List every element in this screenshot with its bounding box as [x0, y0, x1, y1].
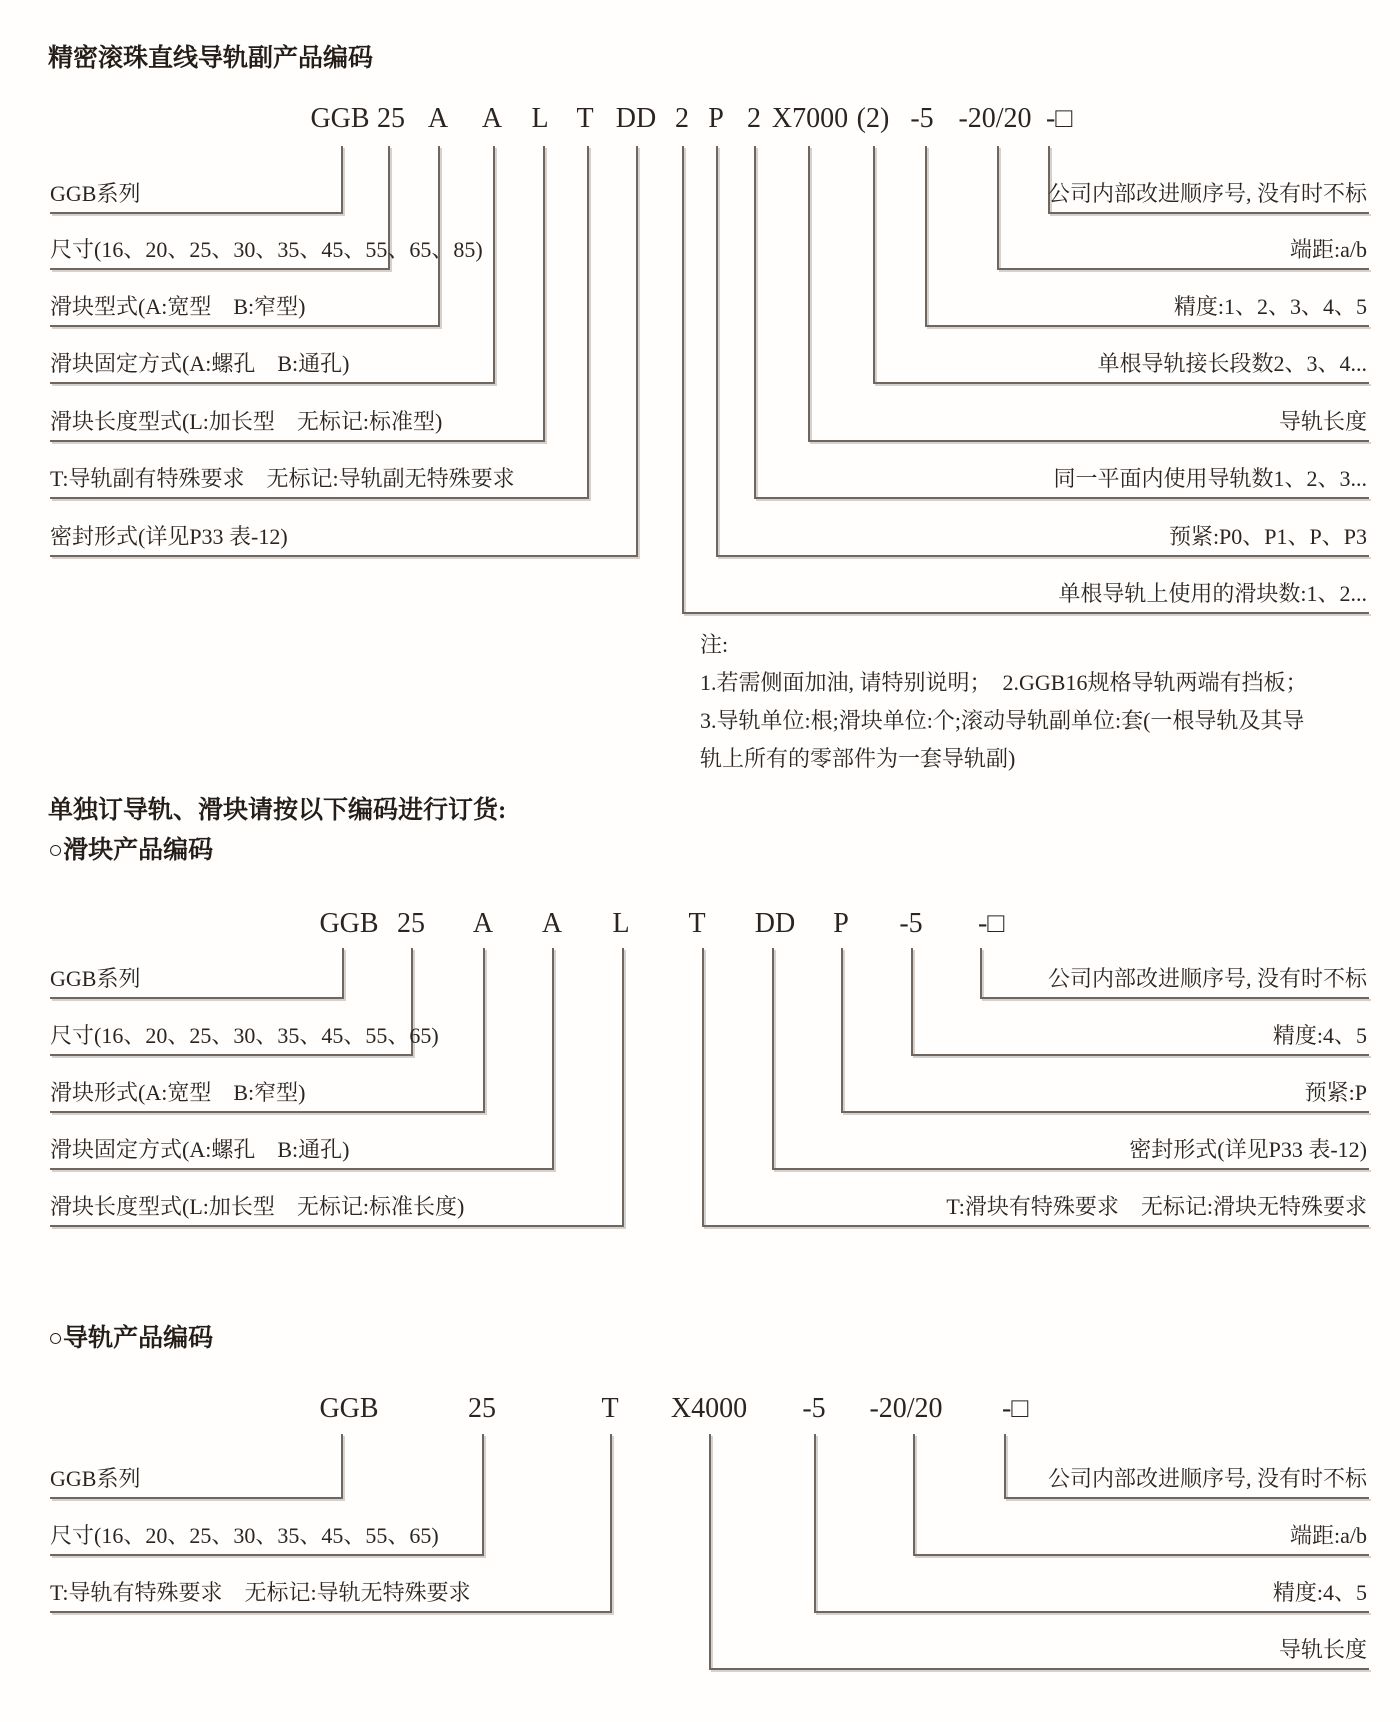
section-heading-order: 单独订导轨、滑块请按以下编码进行订货:: [48, 797, 507, 824]
connector-vline: [911, 948, 913, 1054]
connector-vline: [709, 1434, 711, 1668]
connector-rung: [1048, 212, 1369, 214]
notes-heading: 注:: [700, 632, 729, 657]
connector-rung: [50, 325, 440, 327]
code-token-box: -□: [978, 908, 1005, 939]
code-token: -5: [910, 103, 934, 134]
field-label: T:滑块有特殊要求 无标记:滑块无特殊要求: [946, 1194, 1367, 1219]
code-token: T: [576, 103, 594, 134]
connector-rung: [913, 1554, 1369, 1556]
code-token: P: [708, 103, 724, 134]
connector-vline: [808, 146, 810, 440]
connector-vline: [925, 146, 927, 325]
field-label: 端距:a/b: [1290, 1523, 1367, 1548]
code-token-box: -□: [1002, 1393, 1029, 1424]
connector-vline: [622, 948, 624, 1225]
connector-vline: [980, 948, 982, 997]
field-label: 预紧:P: [1304, 1080, 1367, 1105]
code-token: -20/20: [869, 1393, 943, 1424]
connector-rung: [50, 555, 638, 557]
code-token: A: [472, 908, 494, 939]
connector-rung: [716, 555, 1369, 557]
connector-rung: [709, 1668, 1369, 1670]
field-label: 精度:4、5: [1272, 1580, 1367, 1605]
code-token: 25: [468, 1393, 496, 1424]
field-label: 单根导轨上使用的滑块数:1、2...: [1058, 581, 1367, 606]
connector-rung: [50, 1497, 343, 1499]
code-token: 25: [397, 908, 425, 939]
field-label: 密封形式(详见P33 表-12): [50, 524, 288, 549]
code-token: -5: [802, 1393, 826, 1424]
connector-rung: [772, 1168, 1369, 1170]
field-label: GGB系列: [50, 966, 141, 991]
code-token: 2: [675, 103, 689, 134]
code-token: GGB: [319, 1393, 379, 1424]
field-label: 单根导轨接长段数2、3、4...: [1097, 351, 1367, 376]
connector-rung: [873, 382, 1369, 384]
code-token: -5: [899, 908, 923, 939]
connector-vline: [997, 146, 999, 268]
code-token: X4000: [670, 1393, 748, 1424]
connector-rung: [50, 1054, 413, 1056]
connector-vline: [341, 1434, 343, 1497]
field-label: 尺寸(16、20、25、30、35、45、55、65): [50, 1523, 439, 1548]
field-label: 公司内部改进顺序号, 没有时不标: [1047, 1466, 1367, 1491]
code-token: T: [688, 908, 706, 939]
field-label: 导轨长度: [1278, 1637, 1367, 1662]
connector-vline: [552, 948, 554, 1168]
field-label: T:导轨副有特殊要求 无标记:导轨副无特殊要求: [50, 466, 515, 491]
connector-vline: [341, 146, 343, 212]
field-label: GGB系列: [50, 181, 141, 206]
connector-vline: [772, 948, 774, 1168]
connector-rung: [808, 440, 1369, 442]
connector-rung: [841, 1111, 1369, 1113]
code-token: T: [601, 1393, 619, 1424]
connector-rung: [50, 497, 589, 499]
code-token: DD: [754, 908, 796, 939]
code-token: GGB: [319, 908, 379, 939]
field-label: 公司内部改进顺序号, 没有时不标: [1047, 181, 1367, 206]
connector-rung: [925, 325, 1369, 327]
connector-vline: [636, 146, 638, 555]
connector-vline: [682, 146, 684, 612]
field-label: 尺寸(16、20、25、30、35、45、55、65): [50, 1023, 439, 1048]
field-label: 精度:4、5: [1272, 1023, 1367, 1048]
field-label: 端距:a/b: [1290, 237, 1367, 262]
code-token: A: [481, 103, 503, 134]
field-label: 滑块长度型式(L:加长型 无标记:标准型): [50, 409, 443, 434]
connector-rung: [50, 1111, 485, 1113]
code-token: X7000: [771, 103, 849, 134]
code-token: 25: [377, 103, 405, 134]
connector-vline: [1004, 1434, 1006, 1497]
code-token: L: [612, 908, 630, 939]
connector-rung: [682, 612, 1369, 614]
connector-vline: [913, 1434, 915, 1554]
connector-vline: [841, 948, 843, 1111]
field-label: T:导轨有特殊要求 无标记:导轨无特殊要求: [50, 1580, 471, 1605]
note-line: 轨上所有的零部件为一套导轨副): [700, 746, 1016, 771]
connector-vline: [873, 146, 875, 382]
connector-vline: [438, 146, 440, 325]
connector-rung: [50, 1554, 484, 1556]
field-label: 滑块固定方式(A:螺孔 B:通孔): [50, 1137, 350, 1162]
field-label: 滑块形式(A:宽型 B:窄型): [50, 1080, 306, 1105]
connector-vline: [610, 1434, 612, 1611]
connector-rung: [50, 1225, 624, 1227]
connector-rung: [50, 212, 343, 214]
connector-vline: [482, 1434, 484, 1554]
code-token: A: [427, 103, 449, 134]
connector-rung: [50, 382, 495, 384]
connector-vline: [483, 948, 485, 1111]
code-token: A: [541, 908, 563, 939]
code-token: 2: [747, 103, 761, 134]
code-token: GGB: [310, 103, 370, 134]
field-label: 尺寸(16、20、25、30、35、45、55、65、85): [50, 237, 483, 262]
connector-vline: [716, 146, 718, 555]
code-token: -20/20: [958, 103, 1032, 134]
code-token-box: -□: [1046, 103, 1073, 134]
connector-rung: [50, 1168, 554, 1170]
field-label: 密封形式(详见P33 表-12): [1129, 1137, 1367, 1162]
field-label: 同一平面内使用导轨数1、2、3...: [1053, 466, 1367, 491]
code-token: P: [833, 908, 849, 939]
note-line: 3.导轨单位:根;滑块单位:个;滚动导轨副单位:套(一根导轨及其导: [700, 708, 1305, 733]
note-line: 1.若需侧面加油, 请特别说明； 2.GGB16规格导轨两端有挡板；: [700, 670, 1308, 695]
code-token: L: [531, 103, 549, 134]
connector-rung: [50, 997, 344, 999]
connector-vline: [754, 146, 756, 497]
connector-rung: [997, 268, 1369, 270]
connector-vline: [587, 146, 589, 497]
field-label: 公司内部改进顺序号, 没有时不标: [1047, 966, 1367, 991]
connector-rung: [754, 497, 1369, 499]
connector-rung: [50, 268, 390, 270]
page-title: 精密滚珠直线导轨副产品编码: [48, 45, 374, 72]
field-label: 预紧:P0、P1、P、P3: [1168, 524, 1367, 549]
connector-vline: [543, 146, 545, 440]
field-label: 滑块固定方式(A:螺孔 B:通孔): [50, 351, 350, 376]
connector-rung: [814, 1611, 1369, 1613]
field-label: 导轨长度: [1278, 409, 1367, 434]
field-label: 精度:1、2、3、4、5: [1173, 294, 1367, 319]
field-label: GGB系列: [50, 1466, 141, 1491]
connector-vline: [814, 1434, 816, 1611]
connector-vline: [493, 146, 495, 382]
connector-rung: [911, 1054, 1369, 1056]
field-label: 滑块长度型式(L:加长型 无标记:标准长度): [50, 1194, 465, 1219]
connector-rung: [50, 440, 545, 442]
section-heading-slider-code: ○滑块产品编码: [48, 837, 214, 864]
connector-vline: [702, 948, 704, 1225]
field-label: 滑块型式(A:宽型 B:窄型): [50, 294, 306, 319]
code-token: DD: [615, 103, 657, 134]
connector-rung: [702, 1225, 1369, 1227]
code-token: (2): [856, 103, 890, 134]
section-heading-rail-code: ○导轨产品编码: [48, 1325, 214, 1352]
connector-rung: [50, 1611, 612, 1613]
connector-rung: [1004, 1497, 1369, 1499]
connector-vline: [342, 948, 344, 997]
connector-rung: [980, 997, 1369, 999]
